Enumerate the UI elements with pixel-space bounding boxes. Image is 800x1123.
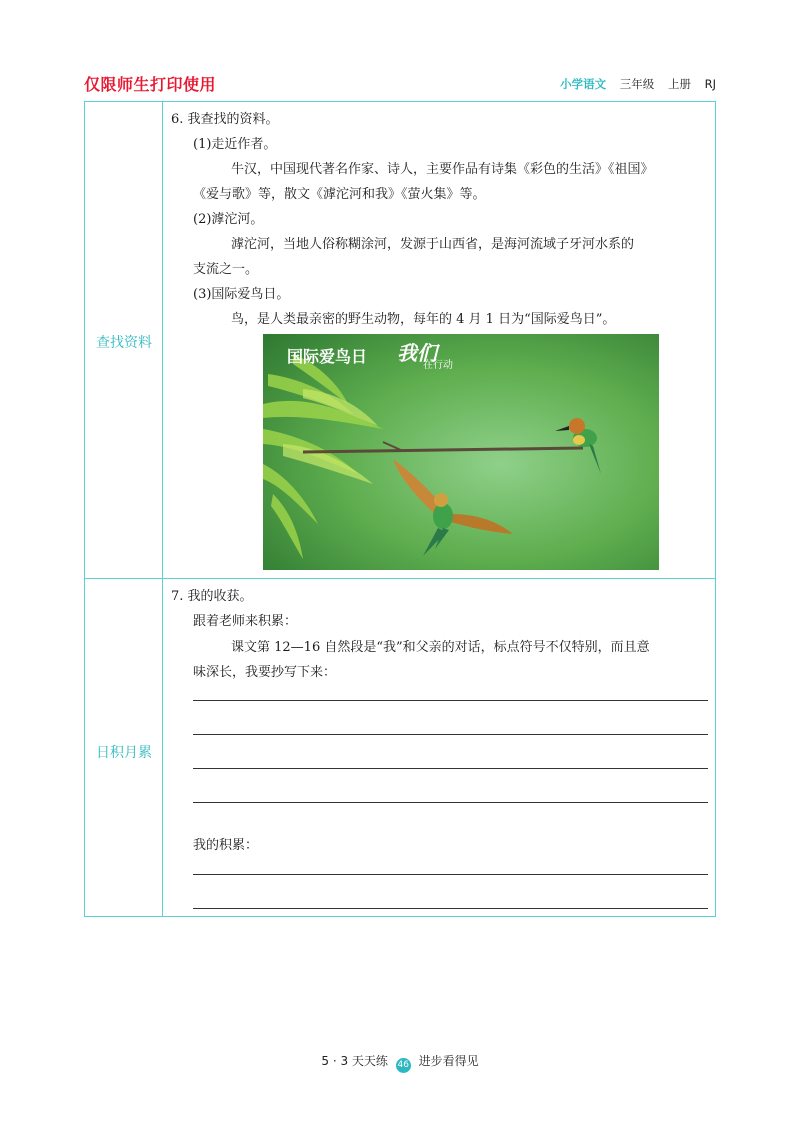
- prompt-text-line2: 味深长，我要抄写下来：: [193, 665, 337, 680]
- photo-caption-script-action: 在行动: [423, 360, 453, 371]
- bird-day-photo: [263, 334, 659, 570]
- edition-label: RJ: [704, 77, 716, 91]
- subject-label: 小学语文: [560, 77, 607, 91]
- section-divider: [85, 578, 715, 579]
- page-footer: [0, 1052, 800, 1073]
- prompt-follow-teacher: 跟着老师来积累：: [193, 614, 298, 629]
- item-1-text-line1: 牛汉，中国现代著名作家、诗人，主要作品有诗集《彩色的生活》《祖国》: [231, 162, 654, 177]
- writing-line[interactable]: [193, 700, 708, 701]
- question-6-title: 6. 我查找的资料。: [171, 112, 279, 127]
- item-2-text-line2: 支流之一。: [193, 262, 259, 277]
- footer-slogan: 进步看得见: [418, 1054, 479, 1068]
- item-2-text-line1: 滹沱河，当地人俗称糊涂河，发源于山西省，是海河流域子牙河水系的: [231, 237, 635, 252]
- item-2-title: (2)滹沱河。: [193, 212, 264, 227]
- term-label: 上册: [667, 77, 691, 91]
- prompt-text-line1: 课文第 12—16 自然段是“我”和父亲的对话，标点符号不仅特别，而且意: [231, 640, 650, 655]
- writing-line[interactable]: [193, 802, 708, 803]
- book-meta: [560, 76, 716, 92]
- photo-caption-script-we: 我们: [397, 341, 437, 365]
- page-number: 46: [396, 1058, 411, 1073]
- item-1-text-line2: 《爱与歌》等，散文《滹沱河和我》《萤火集》等。: [193, 187, 486, 202]
- photo-caption-main: 国际爱鸟日: [287, 347, 368, 366]
- question-7-title: 7. 我的收获。: [171, 589, 253, 604]
- item-3-title: (3)国际爱鸟日。: [193, 287, 290, 302]
- section-label-research: 查找资料: [96, 335, 152, 351]
- writing-line[interactable]: [193, 734, 708, 735]
- prompt-my-accumulation: 我的积累：: [193, 838, 259, 853]
- worksheet-table: [84, 101, 716, 917]
- print-restriction-notice: 仅限师生打印使用: [84, 75, 217, 94]
- section-label-accumulation: 日积月累: [96, 745, 152, 761]
- writing-line[interactable]: [193, 768, 708, 769]
- item-3-text-line1: 鸟，是人类最亲密的野生动物，每年的 4 月 1 日为“国际爱鸟日”。: [231, 312, 616, 327]
- label-column: [85, 102, 163, 916]
- item-1-title: (1)走近作者。: [193, 137, 277, 152]
- footer-brand: 5 · 3 天天练: [321, 1054, 388, 1068]
- writing-line[interactable]: [193, 874, 708, 875]
- writing-line[interactable]: [193, 908, 708, 909]
- page-header: [84, 72, 716, 94]
- grade-label: 三年级: [619, 77, 655, 91]
